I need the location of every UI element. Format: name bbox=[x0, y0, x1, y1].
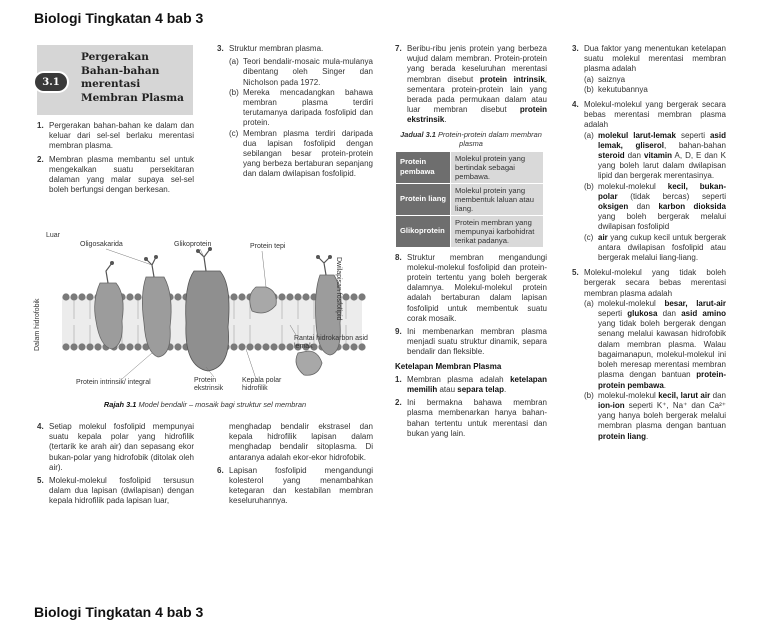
sub-item: (b) molekul-molekul kecil, bukan-polar (tidak bercas) seperti oksigen dan karbon dioksida yang boleh bergerak melalui dwilapisan fosfolipid bbox=[584, 181, 726, 232]
list-item: 4. Setiap molekul fosfolipid mempunyai suatu kepala polar yang hidrofilik (tertarik ke arah air) dan sepasang ekor bukan-polar yang hidrofobik (ditolak oleh air). bbox=[37, 422, 194, 472]
section-number-badge: 3.1 bbox=[33, 71, 69, 93]
column-1-top bbox=[37, 121, 194, 198]
sub-item: (b) kekutubannya bbox=[584, 84, 648, 94]
sub-item: (a) molekul larut-lemak seperti asid lemak, gliserol, bahan-bahan steroid dan vitamin A, D, E dan K yang boleh larut dalam dwilapisan lipid dan bergerak merentasinya. bbox=[584, 130, 727, 181]
table-row: Protein pembawa Molekul protein yang bertindak sebagai pembawa. bbox=[396, 151, 544, 183]
protein-table bbox=[395, 151, 544, 248]
label-outside: Luar bbox=[46, 232, 61, 239]
sub-item: (c) Membran plasma terdiri daripada dua lapisan fosfolipid dengan sebilangan besar protein-protein yang berbeza bertaburan sepanjang dan dalam dwilapisan fosfolipid. bbox=[229, 128, 373, 179]
membrane-diagram bbox=[34, 232, 374, 413]
list-item: 6. Lapisan fosfolipid mengandungi kolesterol yang menambahkan ketegaran dan kestabilan membran keseluruhannya. bbox=[217, 465, 373, 506]
continued-text: menghadap bendalir ekstrasel dan kepala hidrofilik lapisan dalam menghadap bendalir sitoplasma. Di antaranya adalah ekor-ekor hidrofobik. bbox=[229, 422, 373, 462]
sub-item: (b) Mereka mencadangkan bahawa membran plasma terdiri terutamanya daripada fosfolipid dan protein. bbox=[229, 87, 373, 128]
sub-item: (a) Teori bendalir-mosaic mula-mulanya dibentang oleh Singer dan Nicholson pada 1972. bbox=[229, 57, 373, 87]
label-glycoprotein: Glikoprotein bbox=[174, 241, 212, 248]
list-item: 2. Membran plasma membantu sel untuk mengekalkan suatu persekitaran dalaman yang malar supaya sel-sel boleh berfungsi dengan berkesan. bbox=[37, 154, 194, 195]
table-row: Glikoprotein Protein membran yang mempunyai karbohidrat terikat padanya. bbox=[396, 215, 544, 247]
list-item: 3. Dua faktor yang menentukan ketelapan suatu molekul merentasi membran plasma adalah bbox=[572, 44, 726, 74]
label-oligosaccharide: Oligosakarida bbox=[80, 241, 123, 248]
list-item: 3. Struktur membran plasma. bbox=[217, 44, 324, 53]
section-banner bbox=[37, 45, 193, 115]
page-footer-header: Biologi Tingkatan 4 bab 3 bbox=[34, 604, 204, 620]
section-title: Pergerakan Bahan-bahan merentasi Membran Plasma bbox=[81, 51, 184, 104]
column-3 bbox=[395, 44, 547, 442]
sub-item: (b) molekul-molekul kecil, larut air dan ion-ion seperti K⁺, Na⁺ dan Ca²⁺ yang hanya boleh bergerak melalui membran plasma dengan bantuan protein liang. bbox=[584, 390, 727, 441]
label-intrinsic-protein: Protein intrinsik/ integral bbox=[76, 379, 151, 386]
list-item: 8. Struktur membran mengandungi molekul-molekul fosfolipid dan protein-protein tertentu yang boleh bergerak dalamnya. Molekul-molekul protein adalah bertaburan dalam lapisan fosfolipid untuk membentuk suatu corak mosaik. bbox=[395, 252, 547, 323]
table-row: Protein liang Molekul protein yang membentuk laluan atau liang. bbox=[396, 183, 544, 215]
label-extrinsic-protein: Protein ekstrinsik bbox=[194, 377, 224, 392]
sub-heading: Ketelapan Membran Plasma bbox=[395, 361, 502, 371]
list-item: 5. Molekul-molekul fosfolipid tersusun dalam dua lapisan (dwilapisan) dengan kepala hidrofilik pada lapisan luar, bbox=[37, 476, 194, 506]
sub-item: (a) saiznya bbox=[584, 74, 626, 84]
column-4 bbox=[572, 44, 726, 442]
list-item: 9. Ini membenarkan membran plasma menjadi suatu struktur dinamik, separa bendalir dan fleksible. bbox=[395, 327, 547, 357]
list-item: 7. Beribu-ribu jenis protein yang berbeza wujud dalam membran. Protein-protein yang berada keseluruhan merentasi membran disebut protein intrinsik, sementara protein-protein lain yang berada pada permukaan dalam atau luar membran disebut protein ekstrinsik. bbox=[395, 44, 547, 125]
list-item: 1. Pergerakan bahan-bahan ke dalam dan keluar dari sel-sel berlaku merentasi membran plasma. bbox=[37, 121, 194, 151]
figure-caption: Rajah 3.1 Model bendalir – mosaik bagi struktur sel membran bbox=[103, 400, 307, 409]
label-phospholipid-bilayer: Dwilapisan fosfolipid bbox=[335, 257, 342, 321]
list-item: 4. Molekul-molekul yang bergerak secara bebas merentasi membran plasma adalah bbox=[572, 100, 726, 130]
sub-item: (a) molekul-molekul besar, larut-air seperti glukosa dan asid amino yang tidak boleh bergerak dengan senang melalui kawasan hidrofobik dalam membran plasma. Walau bagaimanapun, molekul-molekul ini boleh meresap merentasi membran plasma dengan bantuan protein-protein pembawa. bbox=[584, 298, 726, 390]
page-header: Biologi Tingkatan 4 bab 3 bbox=[34, 10, 204, 26]
label-polar-head: Kepala polar hidrofilik bbox=[242, 377, 282, 392]
label-hydrophobic-interior: Dalam hidrofobik bbox=[34, 298, 41, 351]
sub-item: (c) air yang cukup kecil untuk bergerak antara dwilapisan fosfolipid atau bergerak melalui liang-liang. bbox=[584, 232, 727, 263]
table-title: Jadual 3.1 Protein-protein dalam membran plasma bbox=[400, 129, 542, 148]
list-item: 2. Ini bermakna bahawa membran plasma membenarkan hanya bahan-bahan tertentu untuk merentasi dan bukan yang lain. bbox=[395, 398, 547, 438]
column-2-top bbox=[217, 44, 373, 180]
label-fatty-acid-tail: Rantai hidrokarbon asid lemak bbox=[294, 335, 368, 350]
column-1-bottom bbox=[37, 422, 194, 510]
label-peripheral-protein: Protein tepi bbox=[250, 243, 286, 250]
list-item: 1. Membran plasma adalah ketelapan memilih atau separa telap. bbox=[395, 374, 547, 395]
column-2-bottom bbox=[217, 422, 373, 510]
list-item: 5. Molekul-molekul yang tidak boleh bergerak secara bebas merentasi membran plasma adalah bbox=[572, 268, 726, 298]
